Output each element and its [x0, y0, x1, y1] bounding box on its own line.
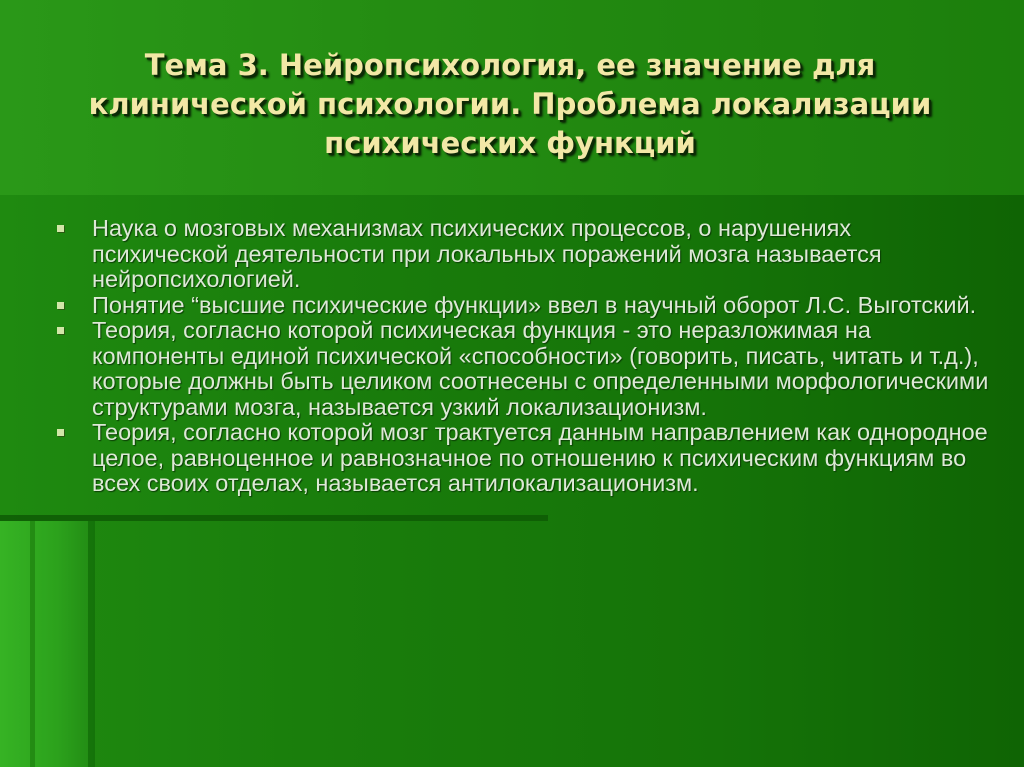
square-bullet-icon [57, 327, 64, 334]
square-bullet-icon [57, 225, 64, 232]
bullet-text: Теория, согласно которой мозг трактуется данным направлением как однородное целое, равноценное и равнозначное по отношению к психическим функциям во всех своих отделах, называется антилокализационизм. [92, 419, 988, 496]
bullet-text: Понятие “высшие психические функции» ввел в научный оборот Л.С. Выготский. [92, 291, 977, 318]
list-item [52, 216, 992, 293]
decorative-stripe [88, 521, 95, 767]
bullet-list [52, 216, 992, 497]
decorative-left-panel [0, 521, 95, 767]
list-item [52, 420, 992, 497]
square-bullet-icon [57, 429, 64, 436]
square-bullet-icon [57, 302, 64, 309]
slide-title: Тема 3. Нейропсихология, ее значение для клинической психологии. Проблема локализации психических функций [88, 48, 932, 160]
list-item [52, 318, 992, 420]
bullet-text: Наука о мозговых механизмах психических процессов, о нарушениях психической деятельности при локальных поражений мозга называется нейропсихологией. [92, 215, 882, 292]
decorative-stripe [30, 521, 35, 767]
list-item [52, 293, 992, 319]
bullet-text: Теория, согласно которой психическая функция - это неразложимая на компоненты единой психической «способности» (говорить, писать, читать и т.д.), которые должны быть целиком соотнесены с определенными морфологическими структурами мозга, называется узкий локализационизм. [92, 317, 989, 420]
